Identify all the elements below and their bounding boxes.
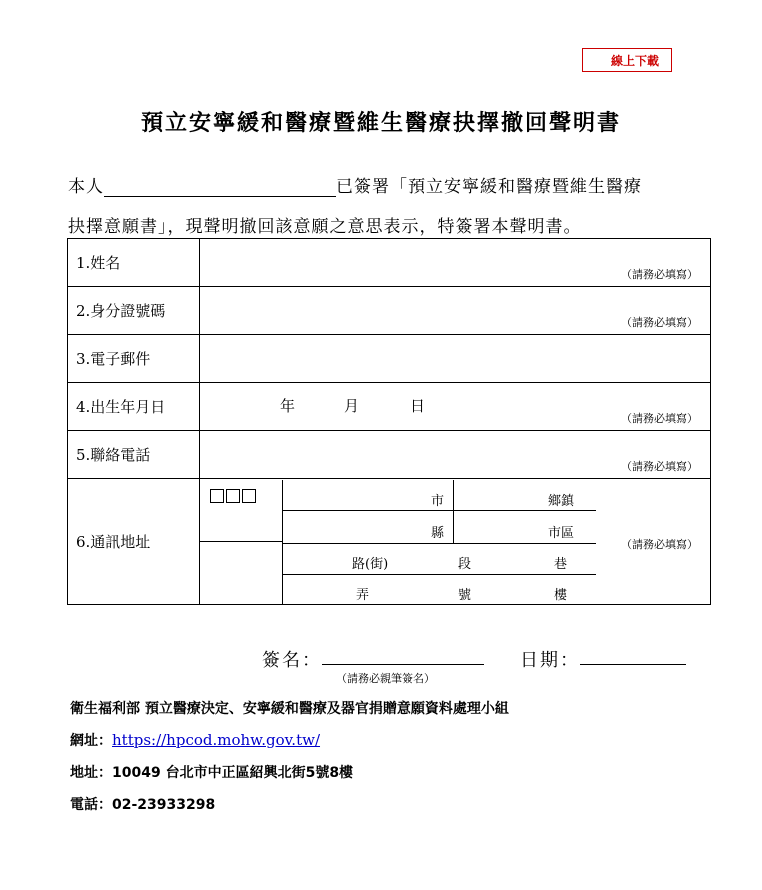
footer-website (70, 730, 320, 750)
name-input-cell[interactable] (200, 239, 711, 287)
signature-note: （請務必親筆簽名） (336, 672, 435, 685)
phone-input-cell[interactable] (200, 431, 711, 479)
required-note: （請務必填寫） (621, 316, 698, 329)
intro-line-1 (68, 172, 642, 197)
intro-line-2: 抉擇意願書」，現聲明撤回該意願之意思表示，特簽署本聲明書。 (68, 217, 582, 237)
online-download-button[interactable]: 線上下載 (582, 48, 672, 72)
form-row-address (68, 479, 711, 605)
footer-org: 衛生福利部 預立醫療決定、安寧緩和醫療及器官捐贈意願資料處理小組 (70, 701, 509, 717)
id-number-input-cell[interactable] (200, 287, 711, 335)
intro-prefix: 本人 (68, 177, 104, 197)
footer-address: 地址：10049 台北市中正區紹興北街5號8樓 (70, 765, 354, 781)
field-label-birth-date: 4.出生年月日 (68, 383, 200, 431)
signature-line[interactable] (322, 664, 484, 665)
grid-hline (282, 543, 596, 544)
dob-year-unit: 年 (280, 397, 296, 415)
grid-hline (282, 510, 596, 511)
field-label-phone: 5.聯絡電話 (68, 431, 200, 479)
required-note: （請務必填寫） (621, 460, 698, 473)
field-label-name: 1.姓名 (68, 239, 200, 287)
postal-code-box[interactable] (226, 489, 240, 503)
address-unit-number: 號 (458, 587, 472, 603)
date-line[interactable] (580, 664, 686, 665)
declaration-form-table (67, 238, 711, 605)
declarant-name-blank[interactable] (104, 176, 336, 197)
address-unit-road: 路(街) (352, 556, 389, 572)
form-row-id (68, 287, 711, 335)
address-unit-county: 縣 (431, 525, 445, 541)
email-input-cell[interactable] (200, 335, 711, 383)
address-unit-district: 市區 (548, 525, 575, 541)
required-note: （請務必填寫） (621, 537, 698, 551)
intro-line1-suffix: 已簽署「預立安寧緩和醫療暨維生醫療 (336, 177, 642, 197)
address-grid (200, 480, 710, 604)
address-input-cell[interactable] (200, 479, 711, 605)
required-note: （請務必填寫） (621, 412, 698, 425)
date-label: 日期： (520, 650, 580, 671)
form-row-email (68, 335, 711, 383)
address-unit-floor: 樓 (554, 587, 568, 603)
website-label: 網址： (70, 733, 112, 749)
required-note: （請務必填寫） (621, 268, 698, 281)
form-row-phone (68, 431, 711, 479)
address-unit-township: 鄉鎮 (548, 493, 575, 509)
grid-hline (200, 541, 283, 542)
website-link[interactable]: https://hpcod.mohw.gov.tw/ (112, 731, 321, 749)
footer-phone: 電話：02-23933298 (70, 797, 216, 813)
form-row-name (68, 239, 711, 287)
postal-code-box[interactable] (242, 489, 256, 503)
form-row-birth-date (68, 383, 711, 431)
grid-vline (453, 480, 454, 544)
field-label-id-number: 2.身分證號碼 (68, 287, 200, 335)
address-unit-alley: 弄 (356, 587, 370, 603)
address-unit-lane: 巷 (554, 556, 568, 572)
address-unit-city: 市 (431, 493, 445, 509)
signature-label: 簽名： (262, 650, 322, 671)
field-label-email: 3.電子郵件 (68, 335, 200, 383)
field-label-address: 6.通訊地址 (68, 479, 200, 605)
address-unit-section: 段 (458, 556, 472, 572)
grid-hline (282, 574, 596, 575)
grid-vline (282, 480, 283, 604)
dob-month-unit: 月 (344, 397, 360, 415)
document-title: 預立安寧緩和醫療暨維生醫療抉擇撤回聲明書 (140, 111, 621, 136)
birth-date-input-cell[interactable] (200, 383, 711, 431)
postal-code-box[interactable] (210, 489, 224, 503)
dob-day-unit: 日 (410, 397, 426, 415)
